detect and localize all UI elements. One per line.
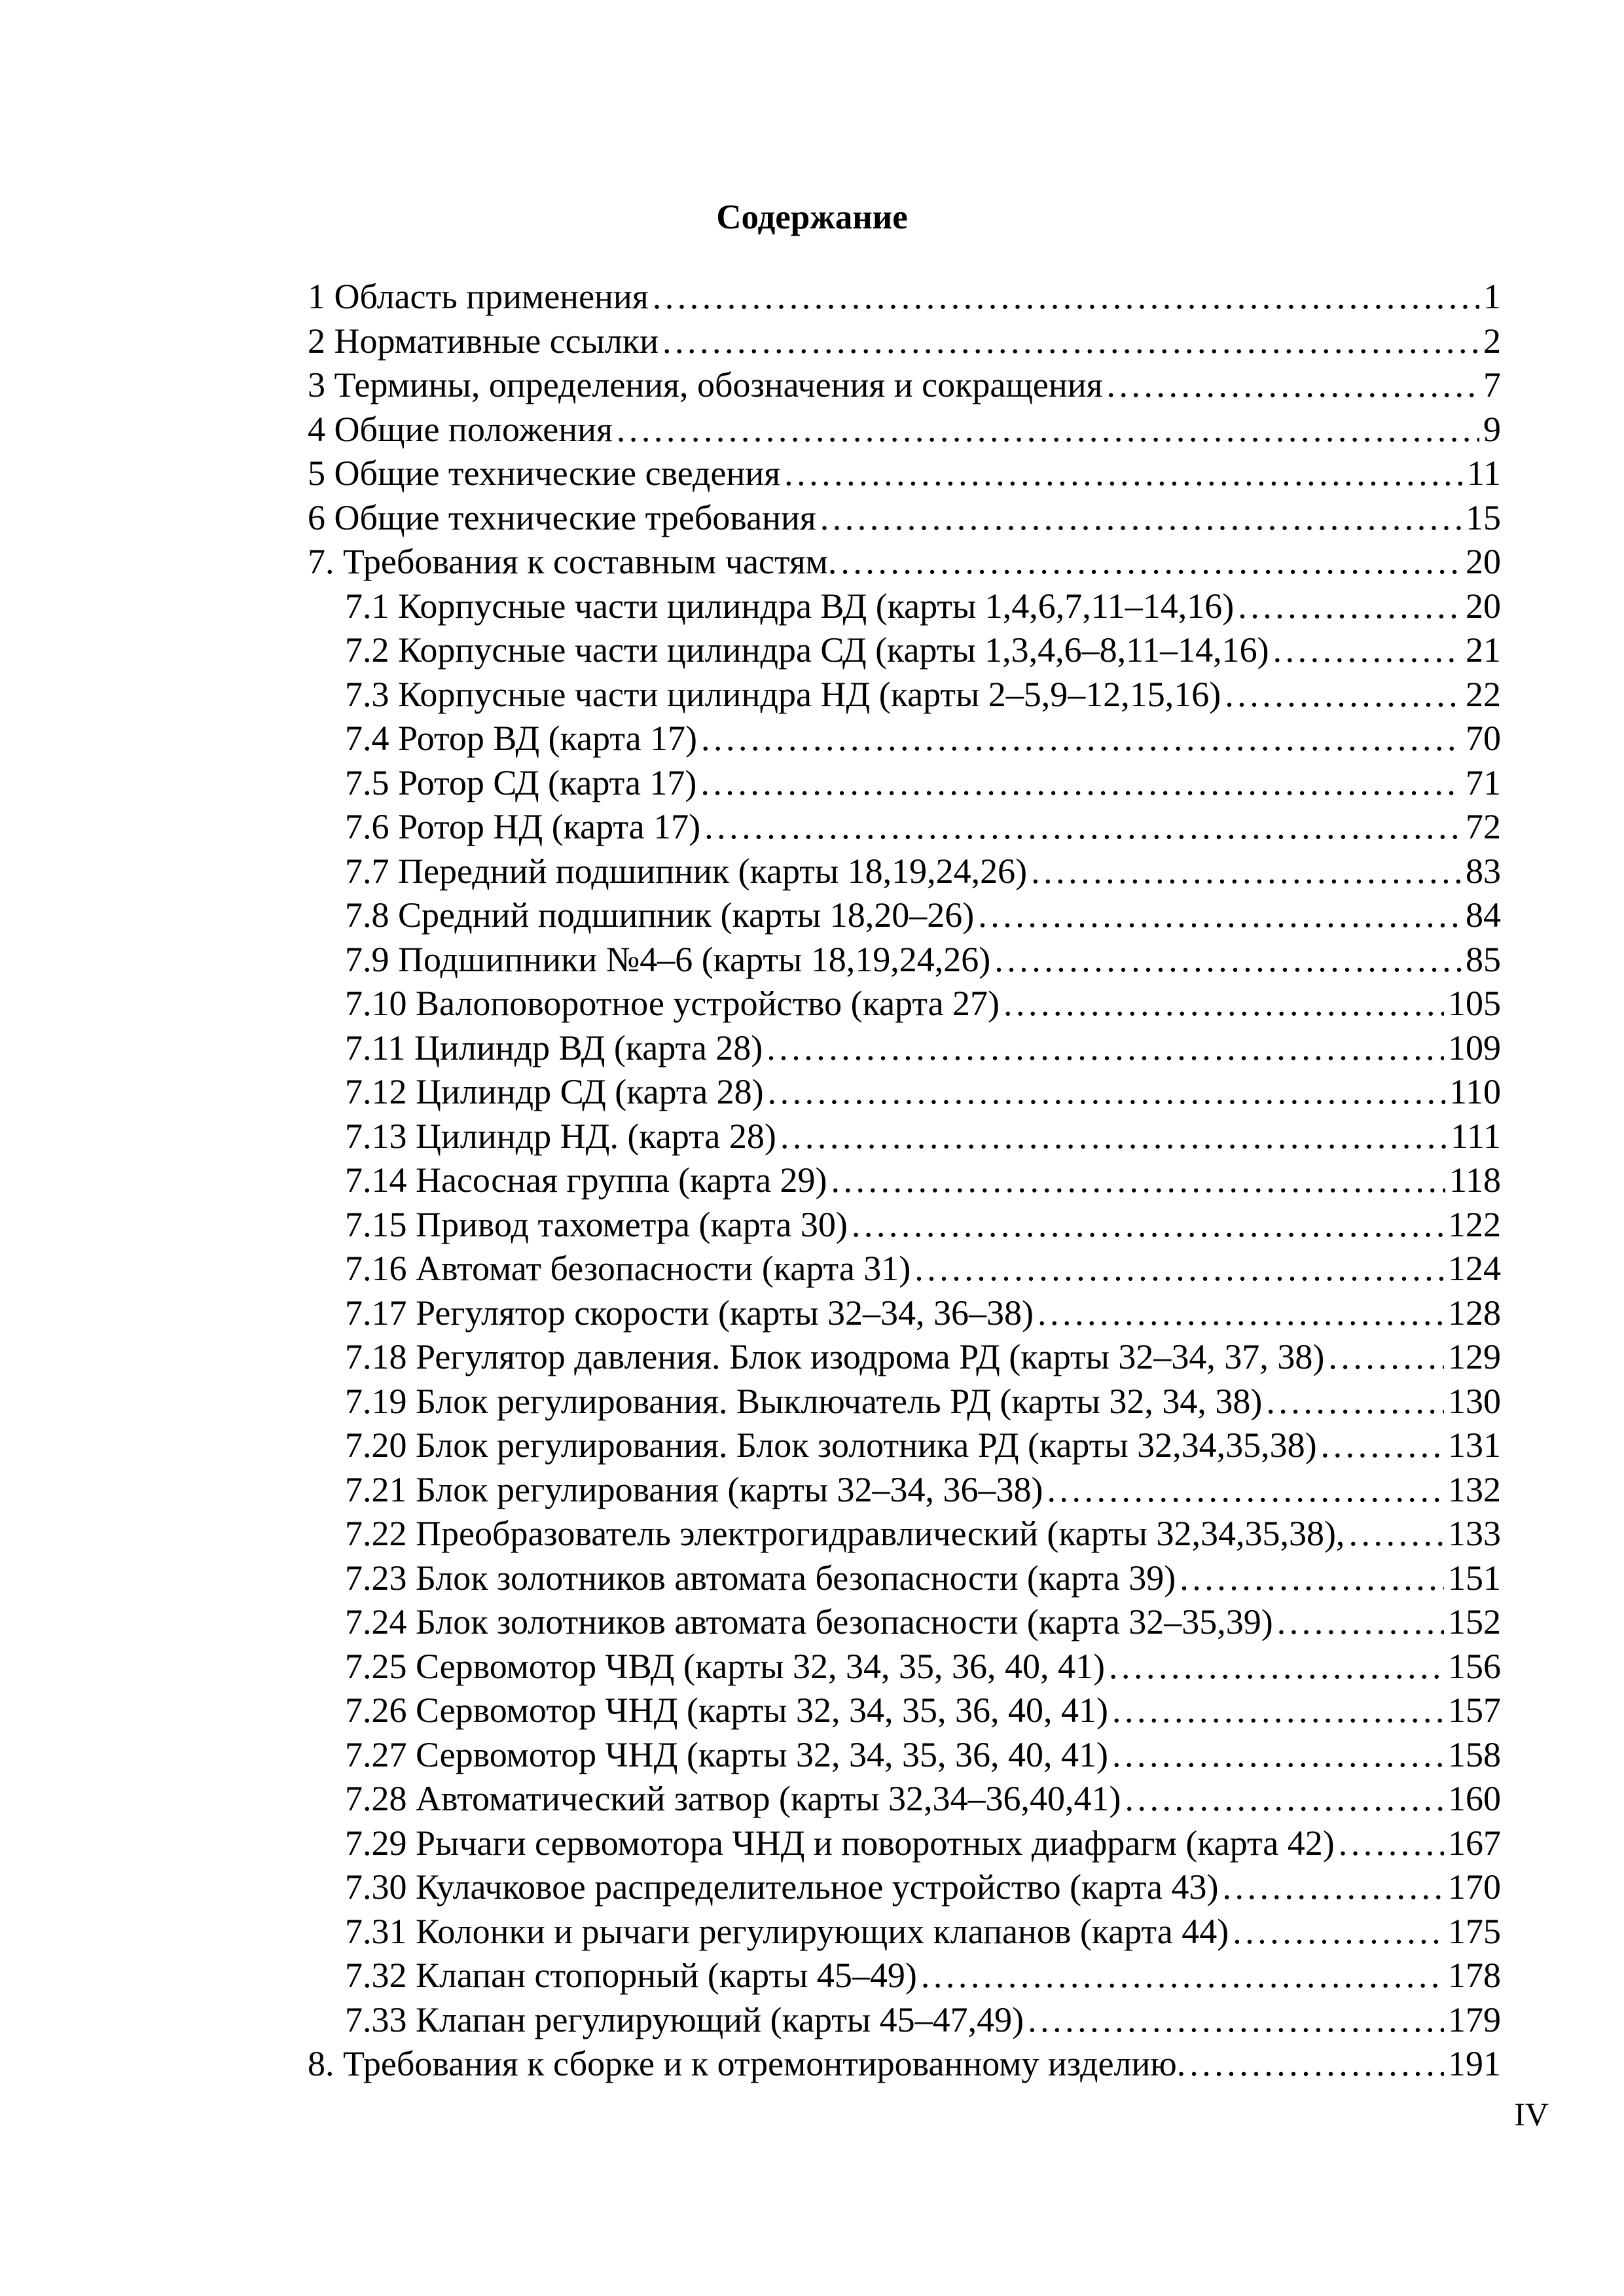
toc-dot-leader xyxy=(840,540,1462,584)
toc-entry[interactable] xyxy=(308,1910,1501,1954)
toc-entry-label: 5 Общие технические сведения xyxy=(308,454,781,493)
toc-entry-label: 7.25 Сервомотор ЧВД (карты 32, 34, 35, 36, 40, 41) xyxy=(345,1646,1105,1686)
toc-entry-label: 7.12 Цилиндр СД (карта 28) xyxy=(345,1072,764,1111)
toc-entry-page: 21 xyxy=(1466,630,1501,670)
toc-entry-page: 20 xyxy=(1466,586,1501,626)
toc-entry-label: 7.15 Привод тахометра (карта 30) xyxy=(345,1204,848,1244)
toc-entry-page: 191 xyxy=(1448,2044,1501,2083)
toc-dot-leader xyxy=(704,805,1462,850)
toc-entry[interactable] xyxy=(308,673,1501,717)
toc-entry[interactable] xyxy=(308,1380,1501,1424)
toc-entry-label: 1 Область применения xyxy=(308,277,649,316)
toc-entry-page: 111 xyxy=(1451,1116,1501,1156)
toc-entry-label: 7.26 Сервомотор ЧНД (карты 32, 34, 35, 36, 40, 41) xyxy=(345,1691,1109,1730)
toc-entry-page: 1 xyxy=(1483,277,1501,316)
toc-entry[interactable] xyxy=(308,1865,1501,1910)
toc-entry[interactable] xyxy=(308,363,1501,408)
toc-entry-page: 178 xyxy=(1448,1956,1501,1995)
toc-entry-page: 9 xyxy=(1483,409,1501,449)
toc-dot-leader xyxy=(701,717,1462,761)
toc-entry[interactable] xyxy=(308,1026,1501,1071)
toc-entry-page: 170 xyxy=(1448,1867,1501,1907)
toc-dot-leader xyxy=(700,761,1462,806)
toc-entry-page: 124 xyxy=(1448,1249,1501,1288)
toc-dot-leader xyxy=(820,496,1462,541)
page-title: Содержание xyxy=(716,198,908,236)
toc-entry-label: 7.27 Сервомотор ЧНД (карты 32, 34, 35, 36, 40, 41) xyxy=(345,1734,1109,1774)
toc-entry-page: 128 xyxy=(1448,1293,1501,1333)
toc-entry[interactable] xyxy=(308,2042,1501,2087)
toc-dot-leader xyxy=(1328,1335,1444,1380)
toc-dot-leader xyxy=(1028,1998,1444,2043)
toc-dot-leader xyxy=(784,452,1463,496)
toc-entry-label: 7.13 Цилиндр НД. (карта 28) xyxy=(345,1116,776,1156)
toc-entry[interactable] xyxy=(308,628,1501,673)
toc-entry[interactable] xyxy=(308,1468,1501,1513)
page-number: IV xyxy=(1514,2096,1549,2132)
toc-entry[interactable] xyxy=(308,893,1501,938)
toc-entry[interactable] xyxy=(308,1556,1501,1601)
toc-entry-page: 133 xyxy=(1448,1514,1501,1553)
toc-entry[interactable] xyxy=(308,1512,1501,1556)
toc-dot-leader xyxy=(1109,1645,1444,1689)
toc-entry-page: 158 xyxy=(1448,1734,1501,1774)
toc-entry-page: 179 xyxy=(1448,2000,1501,2039)
toc-entry-label: 7.9 Подшипники №4–6 (карты 18,19,24,26) xyxy=(345,939,991,979)
toc-entry[interactable] xyxy=(308,1689,1501,1733)
toc-entry-label: 7.33 Клапан регулирующий (карты 45–47,49) xyxy=(345,2000,1024,2039)
toc-dot-leader xyxy=(1277,1600,1444,1645)
toc-dot-leader xyxy=(994,938,1462,982)
toc-dot-leader xyxy=(1125,1777,1445,1821)
toc-entry-page: 167 xyxy=(1448,1823,1501,1863)
toc-dot-leader xyxy=(1047,1468,1444,1513)
toc-entry-page: 2 xyxy=(1483,321,1501,361)
toc-entry-label: 7.11 Цилиндр ВД (карта 28) xyxy=(345,1028,763,1067)
toc-entry-page: 70 xyxy=(1466,719,1501,758)
toc-entry-label: 7.2 Корпусные части цилиндра СД (карты 1,3,4,6–8,11–14,16) xyxy=(345,630,1269,670)
toc-dot-leader xyxy=(921,1954,1444,1998)
toc-entry-label: 7.29 Рычаги сервомотора ЧНД и поворотных диафрагм (карта 42) xyxy=(345,1823,1335,1863)
toc-dot-leader xyxy=(767,1026,1444,1071)
toc-entry[interactable] xyxy=(308,717,1501,761)
toc-entry[interactable] xyxy=(308,1291,1501,1336)
toc-dot-leader xyxy=(1321,1424,1444,1468)
toc-entry[interactable] xyxy=(308,1158,1501,1203)
toc-dot-leader xyxy=(1273,628,1462,673)
toc-entry[interactable] xyxy=(308,540,1501,584)
toc-dot-leader xyxy=(1112,1689,1444,1733)
toc-entry-page: 132 xyxy=(1448,1469,1501,1509)
toc-entry[interactable] xyxy=(308,1821,1501,1866)
toc-entry[interactable] xyxy=(308,938,1501,982)
toc-entry-label: 7.22 Преобразователь электрогидравлический (карты 32,34,35,38), xyxy=(345,1514,1345,1553)
toc-dot-leader xyxy=(1266,1380,1444,1424)
toc-entry-page: 151 xyxy=(1448,1558,1501,1598)
toc-dot-leader xyxy=(1112,1733,1444,1778)
toc-dot-leader xyxy=(1348,1512,1444,1556)
toc-entry-label: 7.17 Регулятор скорости (карты 32–34, 36–38) xyxy=(345,1293,1034,1333)
toc-entry-page: 85 xyxy=(1466,939,1501,979)
toc-entry-page: 118 xyxy=(1449,1160,1501,1200)
toc-dot-leader xyxy=(768,1070,1445,1115)
toc-entry-page: 84 xyxy=(1466,895,1501,935)
toc-entry-label: 7.3 Корпусные части цилиндра НД (карты 2–5,9–12,15,16) xyxy=(345,674,1221,714)
toc-entry-label: 7.18 Регулятор давления. Блок изодрома РД (карты 32–34, 37, 38) xyxy=(345,1337,1325,1376)
toc-entry-page: 11 xyxy=(1467,454,1501,493)
toc-entry[interactable] xyxy=(308,1115,1501,1159)
toc-dot-leader xyxy=(1233,1910,1444,1954)
toc-dot-leader xyxy=(1339,1821,1444,1866)
toc-dot-leader xyxy=(831,1158,1445,1203)
toc-entry[interactable] xyxy=(308,982,1501,1026)
toc-entry[interactable] xyxy=(308,1954,1501,1998)
toc-entry[interactable] xyxy=(308,452,1501,496)
toc-entry[interactable] xyxy=(308,1600,1501,1645)
toc-entry-page: 15 xyxy=(1466,497,1501,537)
toc-entry-page: 22 xyxy=(1466,674,1501,714)
toc-entry-label: 7.7 Передний подшипник (карты 18,19,24,26) xyxy=(345,851,1028,891)
toc-dot-leader xyxy=(1038,1291,1444,1336)
toc-dot-leader xyxy=(780,1115,1447,1159)
toc-dot-leader xyxy=(1180,1556,1444,1601)
toc-entry[interactable] xyxy=(308,805,1501,850)
toc-entry-label: 7.24 Блок золотников автомата безопасности (карта 32–35,39) xyxy=(345,1602,1273,1641)
toc-entry-page: 71 xyxy=(1466,762,1501,802)
toc-entry[interactable] xyxy=(308,1733,1501,1778)
toc-dot-leader xyxy=(653,275,1479,319)
toc-entry-label: 7.5 Ротор СД (карта 17) xyxy=(345,762,697,802)
toc-entry[interactable] xyxy=(308,496,1501,541)
toc-entry[interactable] xyxy=(308,275,1501,319)
toc-dot-leader xyxy=(662,319,1479,364)
toc-entry-label: 3 Термины, определения, обозначения и сокращения xyxy=(308,365,1103,404)
toc-entry-label: 7.28 Автоматический затвор (карты 32,34–36,40,41) xyxy=(345,1779,1121,1818)
toc-entry-page: 20 xyxy=(1466,542,1501,581)
toc-entry-page: 105 xyxy=(1448,984,1501,1023)
toc-entry[interactable] xyxy=(308,584,1501,629)
toc-entry[interactable] xyxy=(308,1247,1501,1291)
toc-entry-label: 7.14 Насосная группа (карта 29) xyxy=(345,1160,827,1200)
toc-entry-label: 7.32 Клапан стопорный (карты 45–49) xyxy=(345,1956,917,1995)
toc-entry[interactable] xyxy=(308,408,1501,452)
toc-dot-leader xyxy=(617,408,1479,452)
toc-dot-leader xyxy=(1107,363,1480,408)
toc-entry-label: 7.21 Блок регулирования (карты 32–34, 36–38) xyxy=(345,1469,1043,1509)
toc-entry-page: 110 xyxy=(1449,1072,1501,1111)
toc-entry-label: 6 Общие технические требования xyxy=(308,497,816,537)
toc-entry[interactable] xyxy=(308,761,1501,806)
toc-dot-leader xyxy=(1225,673,1462,717)
toc-entry-page: 157 xyxy=(1448,1691,1501,1730)
toc-entry-label: 7.20 Блок регулирования. Блок золотника РД (карты 32,34,35,38) xyxy=(345,1426,1317,1465)
toc-entry[interactable] xyxy=(308,850,1501,894)
toc-entry[interactable] xyxy=(308,319,1501,364)
toc-entry-page: 131 xyxy=(1448,1426,1501,1465)
toc-entry-label: 7. Требования к составным частям. xyxy=(308,542,837,581)
toc-entry-label: 7.31 Колонки и рычаги регулирующих клапанов (карта 44) xyxy=(345,1911,1229,1951)
toc-dot-leader xyxy=(1238,584,1462,629)
toc-entry-label: 7.30 Кулачковое распределительное устройство (карта 43) xyxy=(345,1867,1219,1907)
toc-entry[interactable] xyxy=(308,1335,1501,1380)
toc-dot-leader xyxy=(1222,1865,1444,1910)
toc-entry-label: 8. Требования к сборке и к отремонтированному изделию. xyxy=(308,2044,1186,2083)
toc-entry-label: 7.10 Валоповоротное устройство (карта 27) xyxy=(345,984,1000,1023)
toc-dot-leader xyxy=(1031,850,1462,894)
toc-entry[interactable] xyxy=(308,1070,1501,1115)
toc-dot-leader xyxy=(914,1247,1444,1291)
table-of-contents xyxy=(308,275,1501,2087)
toc-dot-leader xyxy=(1003,982,1444,1026)
toc-entry-label: 7.8 Средний подшипник (карты 18,20–26) xyxy=(345,895,975,935)
toc-dot-leader xyxy=(1189,2042,1444,2087)
toc-entry-label: 7.1 Корпусные части цилиндра ВД (карты 1,4,6,7,11–14,16) xyxy=(345,586,1235,626)
toc-entry-label: 7.16 Автомат безопасности (карта 31) xyxy=(345,1249,911,1288)
toc-entry[interactable] xyxy=(308,1998,1501,2043)
toc-entry-page: 130 xyxy=(1448,1381,1501,1421)
toc-dot-leader xyxy=(852,1203,1444,1247)
toc-entry-page: 156 xyxy=(1448,1646,1501,1686)
toc-entry-label: 7.19 Блок регулирования. Выключатель РД (карты 32, 34, 38) xyxy=(345,1381,1263,1421)
toc-entry-page: 122 xyxy=(1448,1204,1501,1244)
toc-entry-page: 152 xyxy=(1448,1602,1501,1641)
toc-entry-page: 175 xyxy=(1448,1911,1501,1951)
toc-entry[interactable] xyxy=(308,1777,1501,1821)
toc-entry-label: 2 Нормативные ссылки xyxy=(308,321,659,361)
toc-entry[interactable] xyxy=(308,1424,1501,1468)
toc-dot-leader xyxy=(978,893,1462,938)
toc-entry-page: 160 xyxy=(1448,1779,1501,1818)
toc-entry-page: 72 xyxy=(1466,807,1501,846)
toc-entry-page: 83 xyxy=(1466,851,1501,891)
toc-entry-label: 7.6 Ротор НД (карта 17) xyxy=(345,807,701,846)
toc-entry-label: 7.4 Ротор ВД (карта 17) xyxy=(345,719,698,758)
toc-entry[interactable] xyxy=(308,1203,1501,1247)
toc-entry-page: 129 xyxy=(1448,1337,1501,1376)
toc-entry[interactable] xyxy=(308,1645,1501,1689)
toc-entry-label: 7.23 Блок золотников автомата безопасности (карта 39) xyxy=(345,1558,1176,1598)
toc-entry-page: 109 xyxy=(1448,1028,1501,1067)
toc-entry-page: 7 xyxy=(1483,365,1501,404)
toc-entry-label: 4 Общие положения xyxy=(308,409,613,449)
